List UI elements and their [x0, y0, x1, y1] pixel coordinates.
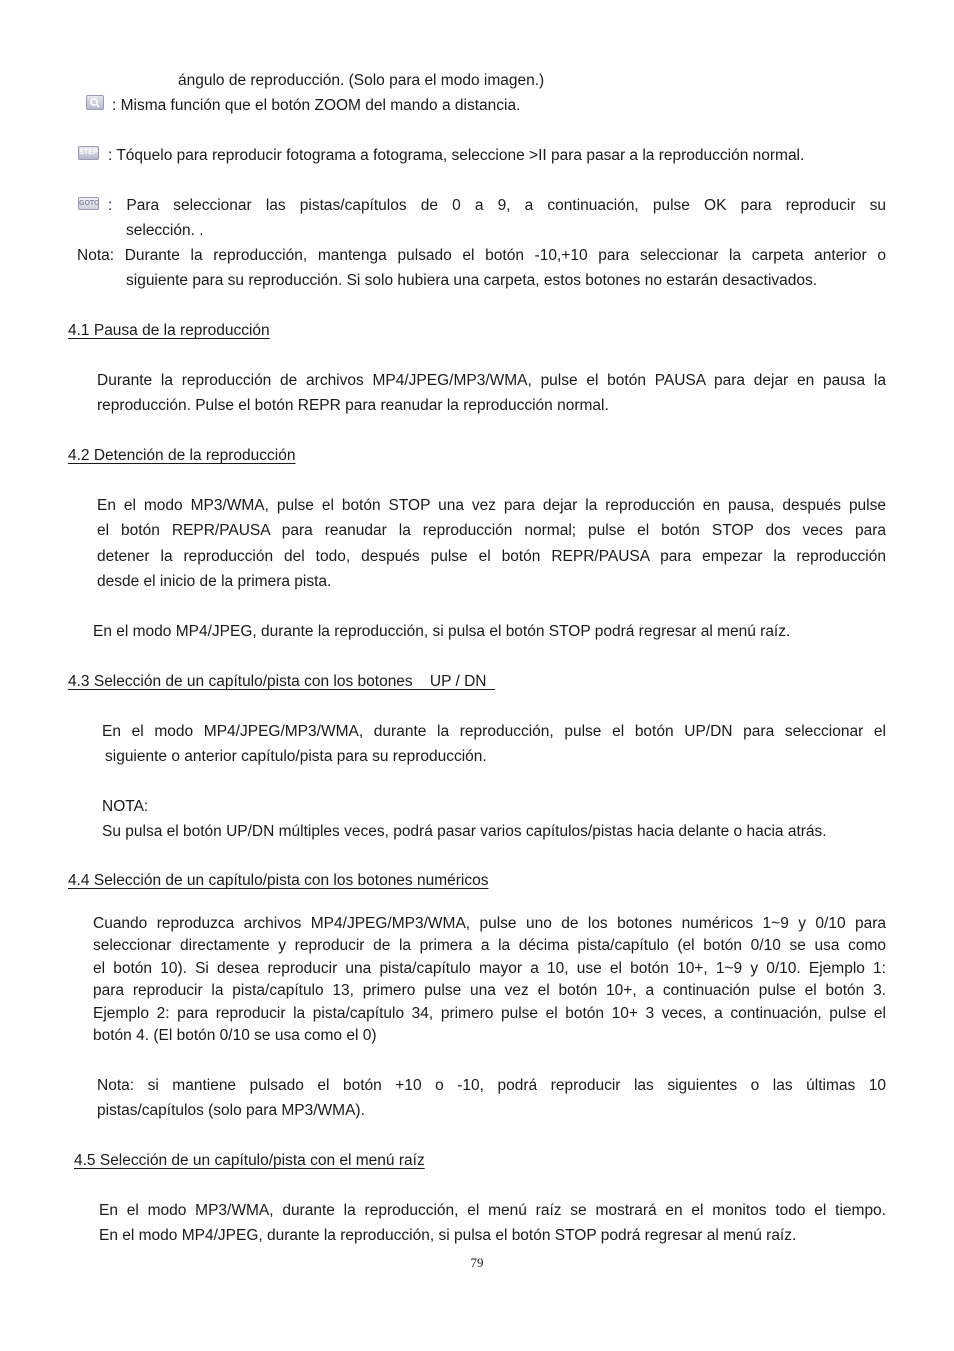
step-description: : Tóquelo para reproducir fotograma a fotograma, seleccione >II para pasar a la reproducción normal. [108, 147, 805, 164]
s44-line3: el botón 10). Si desea reproducir una pista/capítulo mayor a 10, use el botón 10+, 1~9 y 0/10. Ejemplo 1: [93, 960, 886, 977]
s45-line2: En el modo MP4/JPEG, durante la reproducción, si pulsa el botón STOP podrá regresar al menú raíz. [99, 1227, 797, 1244]
heading-4-1: 4.1 Pausa de la reproducción [68, 322, 270, 339]
zoom-description: : Misma función que el botón ZOOM del mando a distancia. [112, 97, 521, 114]
s43-line2: siguiente o anterior capítulo/pista para su reproducción. [105, 748, 487, 765]
s44-line4: para reproducir la pista/capítulo 13, primero pulse una vez el botón 10+, a continuación pulse el botón 3. [93, 982, 886, 999]
s42-line4: desde el inicio de la primera pista. [97, 573, 332, 590]
s44-line6: botón 4. (El botón 0/10 se usa como el 0) [93, 1027, 377, 1044]
s43-nota-label: NOTA: [102, 798, 149, 815]
step-icon: STEP [78, 146, 99, 160]
s41-line2: reproducción. Pulse el botón REPR para reanudar la reproducción normal. [97, 397, 609, 414]
heading-4-3: 4.3 Selección de un capítulo/pista con los botones UP / DN [68, 673, 496, 690]
intro-line-angle: ángulo de reproducción. (Solo para el modo imagen.) [178, 72, 545, 89]
heading-4-5: 4.5 Selección de un capítulo/pista con el menú raíz [74, 1152, 425, 1169]
magnifier-icon [86, 95, 104, 110]
goto-description-line2: selección. . [126, 222, 204, 239]
s42-line1: En el modo MP3/WMA, pulse el botón STOP una vez para dejar la reproducción en pausa, después pulse [97, 497, 886, 514]
s42-line5: En el modo MP4/JPEG, durante la reproducción, si pulsa el botón STOP podrá regresar al menú raíz. [93, 623, 791, 640]
goto-description-line1: : Para seleccionar las pistas/capítulos de 0 a 9, a continuación, pulse OK para reproducir su [108, 197, 886, 214]
s43-nota-text: Su pulsa el botón UP/DN múltiples veces, podrá pasar varios capítulos/pistas hacia delante o hacia atrás. [102, 823, 827, 840]
s44-line1: Cuando reproduzca archivos MP4/JPEG/MP3/WMA, pulse uno de los botones numéricos 1~9 y 0/10 para [93, 915, 886, 932]
heading-4-2: 4.2 Detención de la reproducción [68, 447, 296, 464]
goto-icon: GOTO [78, 197, 99, 210]
page-number: 79 [470, 1255, 484, 1270]
s45-line1: En el modo MP3/WMA, durante la reproducción, el menú raíz se mostrará en el monitos todo el tiempo. [99, 1202, 886, 1219]
folder-note-line1: Nota: Durante la reproducción, mantenga pulsado el botón -10,+10 para seleccionar la carpeta anterior o [77, 247, 886, 264]
s42-line3: detener la reproducción del todo, después pulse el botón REPR/PAUSA para empezar la reproducción [97, 548, 886, 565]
s43-line1: En el modo MP4/JPEG/MP3/WMA, durante la reproducción, pulse el botón UP/DN para seleccionar el [102, 723, 886, 740]
s44-note-line2: pistas/capítulos (solo para MP3/WMA). [97, 1102, 365, 1119]
s44-line5: Ejemplo 2: para reproducir la pista/capítulo 34, primero pulse el botón 10+ 3 veces, a continuación, pulse el [93, 1005, 886, 1022]
folder-note-line2: siguiente para su reproducción. Si solo hubiera una carpeta, estos botones no estarán desactivados. [126, 272, 818, 289]
heading-4-4: 4.4 Selección de un capítulo/pista con los botones numéricos [68, 872, 489, 889]
s41-line1: Durante la reproducción de archivos MP4/JPEG/MP3/WMA, pulse el botón PAUSA para dejar en pausa la [97, 372, 886, 389]
s42-line2: el botón REPR/PAUSA para reanudar la reproducción normal; pulse el botón STOP dos veces para [97, 522, 886, 539]
s44-note-line1: Nota: si mantiene pulsado el botón +10 o -10, podrá reproducir las siguientes o las últimas 10 [97, 1077, 886, 1094]
s44-line2: seleccionar directamente y reproducir de la primera a la décima pista/capítulo (el botón 0/10 se usa como [93, 937, 886, 954]
